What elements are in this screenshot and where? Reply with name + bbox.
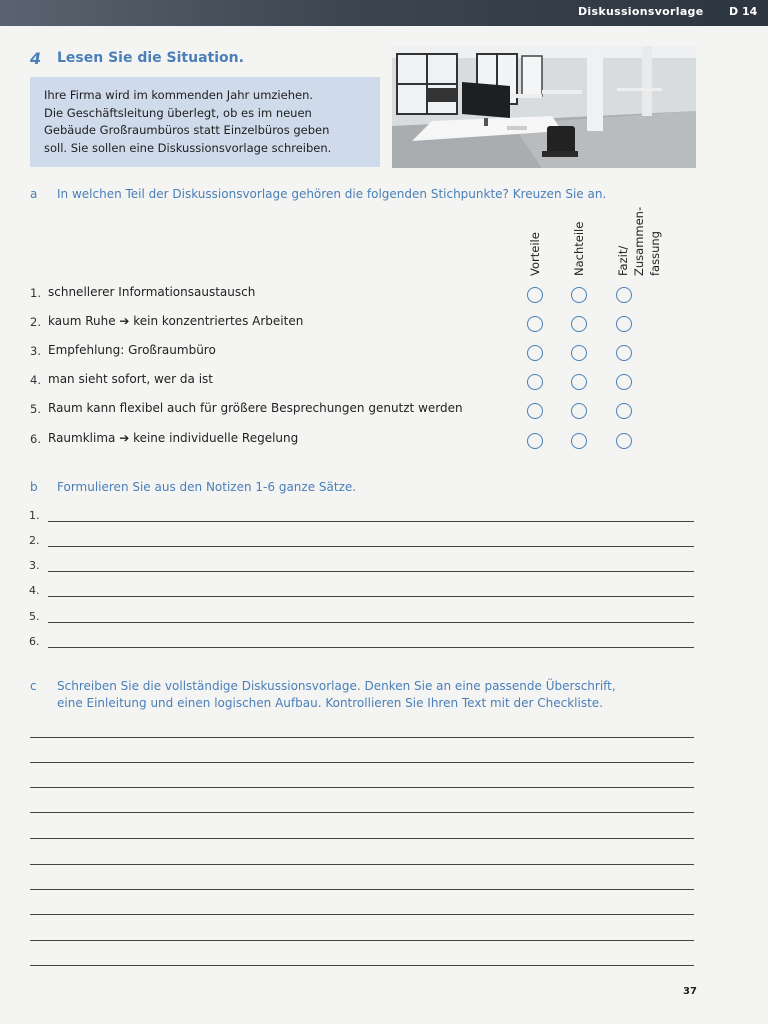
radio-vorteile-2[interactable] [527, 316, 543, 332]
line-number: 1. [29, 509, 40, 522]
item-number: 4. [30, 373, 41, 387]
radio-fazit-3[interactable] [616, 345, 632, 361]
part-a-instruction: In welchen Teil der Diskussionsvorlage gehören die folgenden Stichpunkte? Kreuzen Sie an. [57, 187, 607, 201]
writing-line[interactable] [48, 546, 694, 547]
part-c-instruction-line2: eine Einleitung und einen logischen Aufbau. Kontrollieren Sie Ihren Text mit der Checkliste. [57, 696, 604, 710]
column-header-fazit: Fazit/ [616, 245, 630, 276]
writing-line[interactable] [48, 647, 694, 648]
radio-fazit-1[interactable] [616, 287, 632, 303]
radio-fazit-5[interactable] [616, 403, 632, 419]
radio-vorteile-5[interactable] [527, 403, 543, 419]
item-text: Empfehlung: Großraumbüro [48, 343, 216, 357]
writing-line[interactable] [48, 596, 694, 597]
radio-vorteile-3[interactable] [527, 345, 543, 361]
item-number: 5. [30, 402, 41, 416]
exercise-number: 4 [30, 49, 42, 68]
situation-line: soll. Sie sollen eine Diskussionsvorlage schreiben. [44, 140, 332, 155]
page-number: 37 [683, 986, 697, 997]
writing-line[interactable] [48, 622, 694, 623]
item-number: 3. [30, 344, 41, 358]
writing-line[interactable] [30, 762, 694, 763]
part-b-instruction: Formulieren Sie aus den Notizen 1-6 ganze Sätze. [57, 480, 357, 494]
radio-fazit-4[interactable] [616, 374, 632, 390]
writing-line[interactable] [30, 940, 694, 941]
item-text: kaum Ruhe ➔ kein konzentriertes Arbeiten [48, 314, 304, 328]
column-header-nachteile: Nachteile [572, 221, 586, 276]
radio-nachteile-3[interactable] [571, 345, 587, 361]
line-number: 5. [29, 610, 40, 623]
column-header-fassung: fassung [648, 231, 662, 276]
item-number: 2. [30, 315, 41, 329]
radio-nachteile-1[interactable] [571, 287, 587, 303]
writing-line[interactable] [30, 864, 694, 865]
item-text: schnellerer Informationsaustausch [48, 285, 256, 299]
radio-nachteile-5[interactable] [571, 403, 587, 419]
item-text: Raumklima ➔ keine individuelle Regelung [48, 431, 299, 445]
line-number: 6. [29, 635, 40, 648]
page-code: D 14 [729, 5, 758, 18]
item-text: Raum kann flexibel auch für größere Besprechungen genutzt werden [48, 401, 463, 415]
radio-nachteile-2[interactable] [571, 316, 587, 332]
writing-line[interactable] [30, 737, 694, 738]
writing-line[interactable] [30, 838, 694, 839]
radio-nachteile-6[interactable] [571, 433, 587, 449]
column-header-vorteile: Vorteile [528, 232, 542, 276]
writing-line[interactable] [30, 965, 694, 966]
column-header-zusammen: Zusammen- [632, 206, 646, 276]
writing-line[interactable] [48, 521, 694, 522]
part-b-letter: b [30, 480, 38, 494]
item-number: 1. [30, 286, 41, 300]
line-number: 3. [29, 559, 40, 572]
situation-line: Ihre Firma wird im kommenden Jahr umziehen. [44, 88, 314, 102]
radio-fazit-6[interactable] [616, 433, 632, 449]
office-photo [392, 46, 696, 168]
situation-line: Gebäude Großraumbüros statt Einzelbüros geben [44, 123, 330, 137]
line-number: 4. [29, 584, 40, 597]
radio-nachteile-4[interactable] [571, 374, 587, 390]
situation-line: Die Geschäftsleitung überlegt, ob es im neuen [44, 105, 312, 120]
part-c-letter: c [30, 679, 37, 693]
exercise-title: Lesen Sie die Situation. [57, 50, 244, 66]
radio-vorteile-4[interactable] [527, 374, 543, 390]
item-text: man sieht sofort, wer da ist [48, 372, 214, 386]
writing-line[interactable] [48, 571, 694, 572]
section-title: Diskussionsvorlage [578, 5, 704, 18]
situation-box [30, 77, 380, 167]
writing-line[interactable] [30, 889, 694, 890]
item-number: 6. [30, 432, 41, 446]
part-c-instruction-line1: Schreiben Sie die vollständige Diskussionsvorlage. Denken Sie an eine passende Überschrift, [57, 679, 616, 693]
writing-line[interactable] [30, 914, 694, 915]
radio-vorteile-1[interactable] [527, 287, 543, 303]
writing-line[interactable] [30, 812, 694, 813]
writing-line[interactable] [30, 787, 694, 788]
line-number: 2. [29, 534, 40, 547]
radio-fazit-2[interactable] [616, 316, 632, 332]
part-a-letter: a [30, 187, 38, 201]
radio-vorteile-6[interactable] [527, 433, 543, 449]
